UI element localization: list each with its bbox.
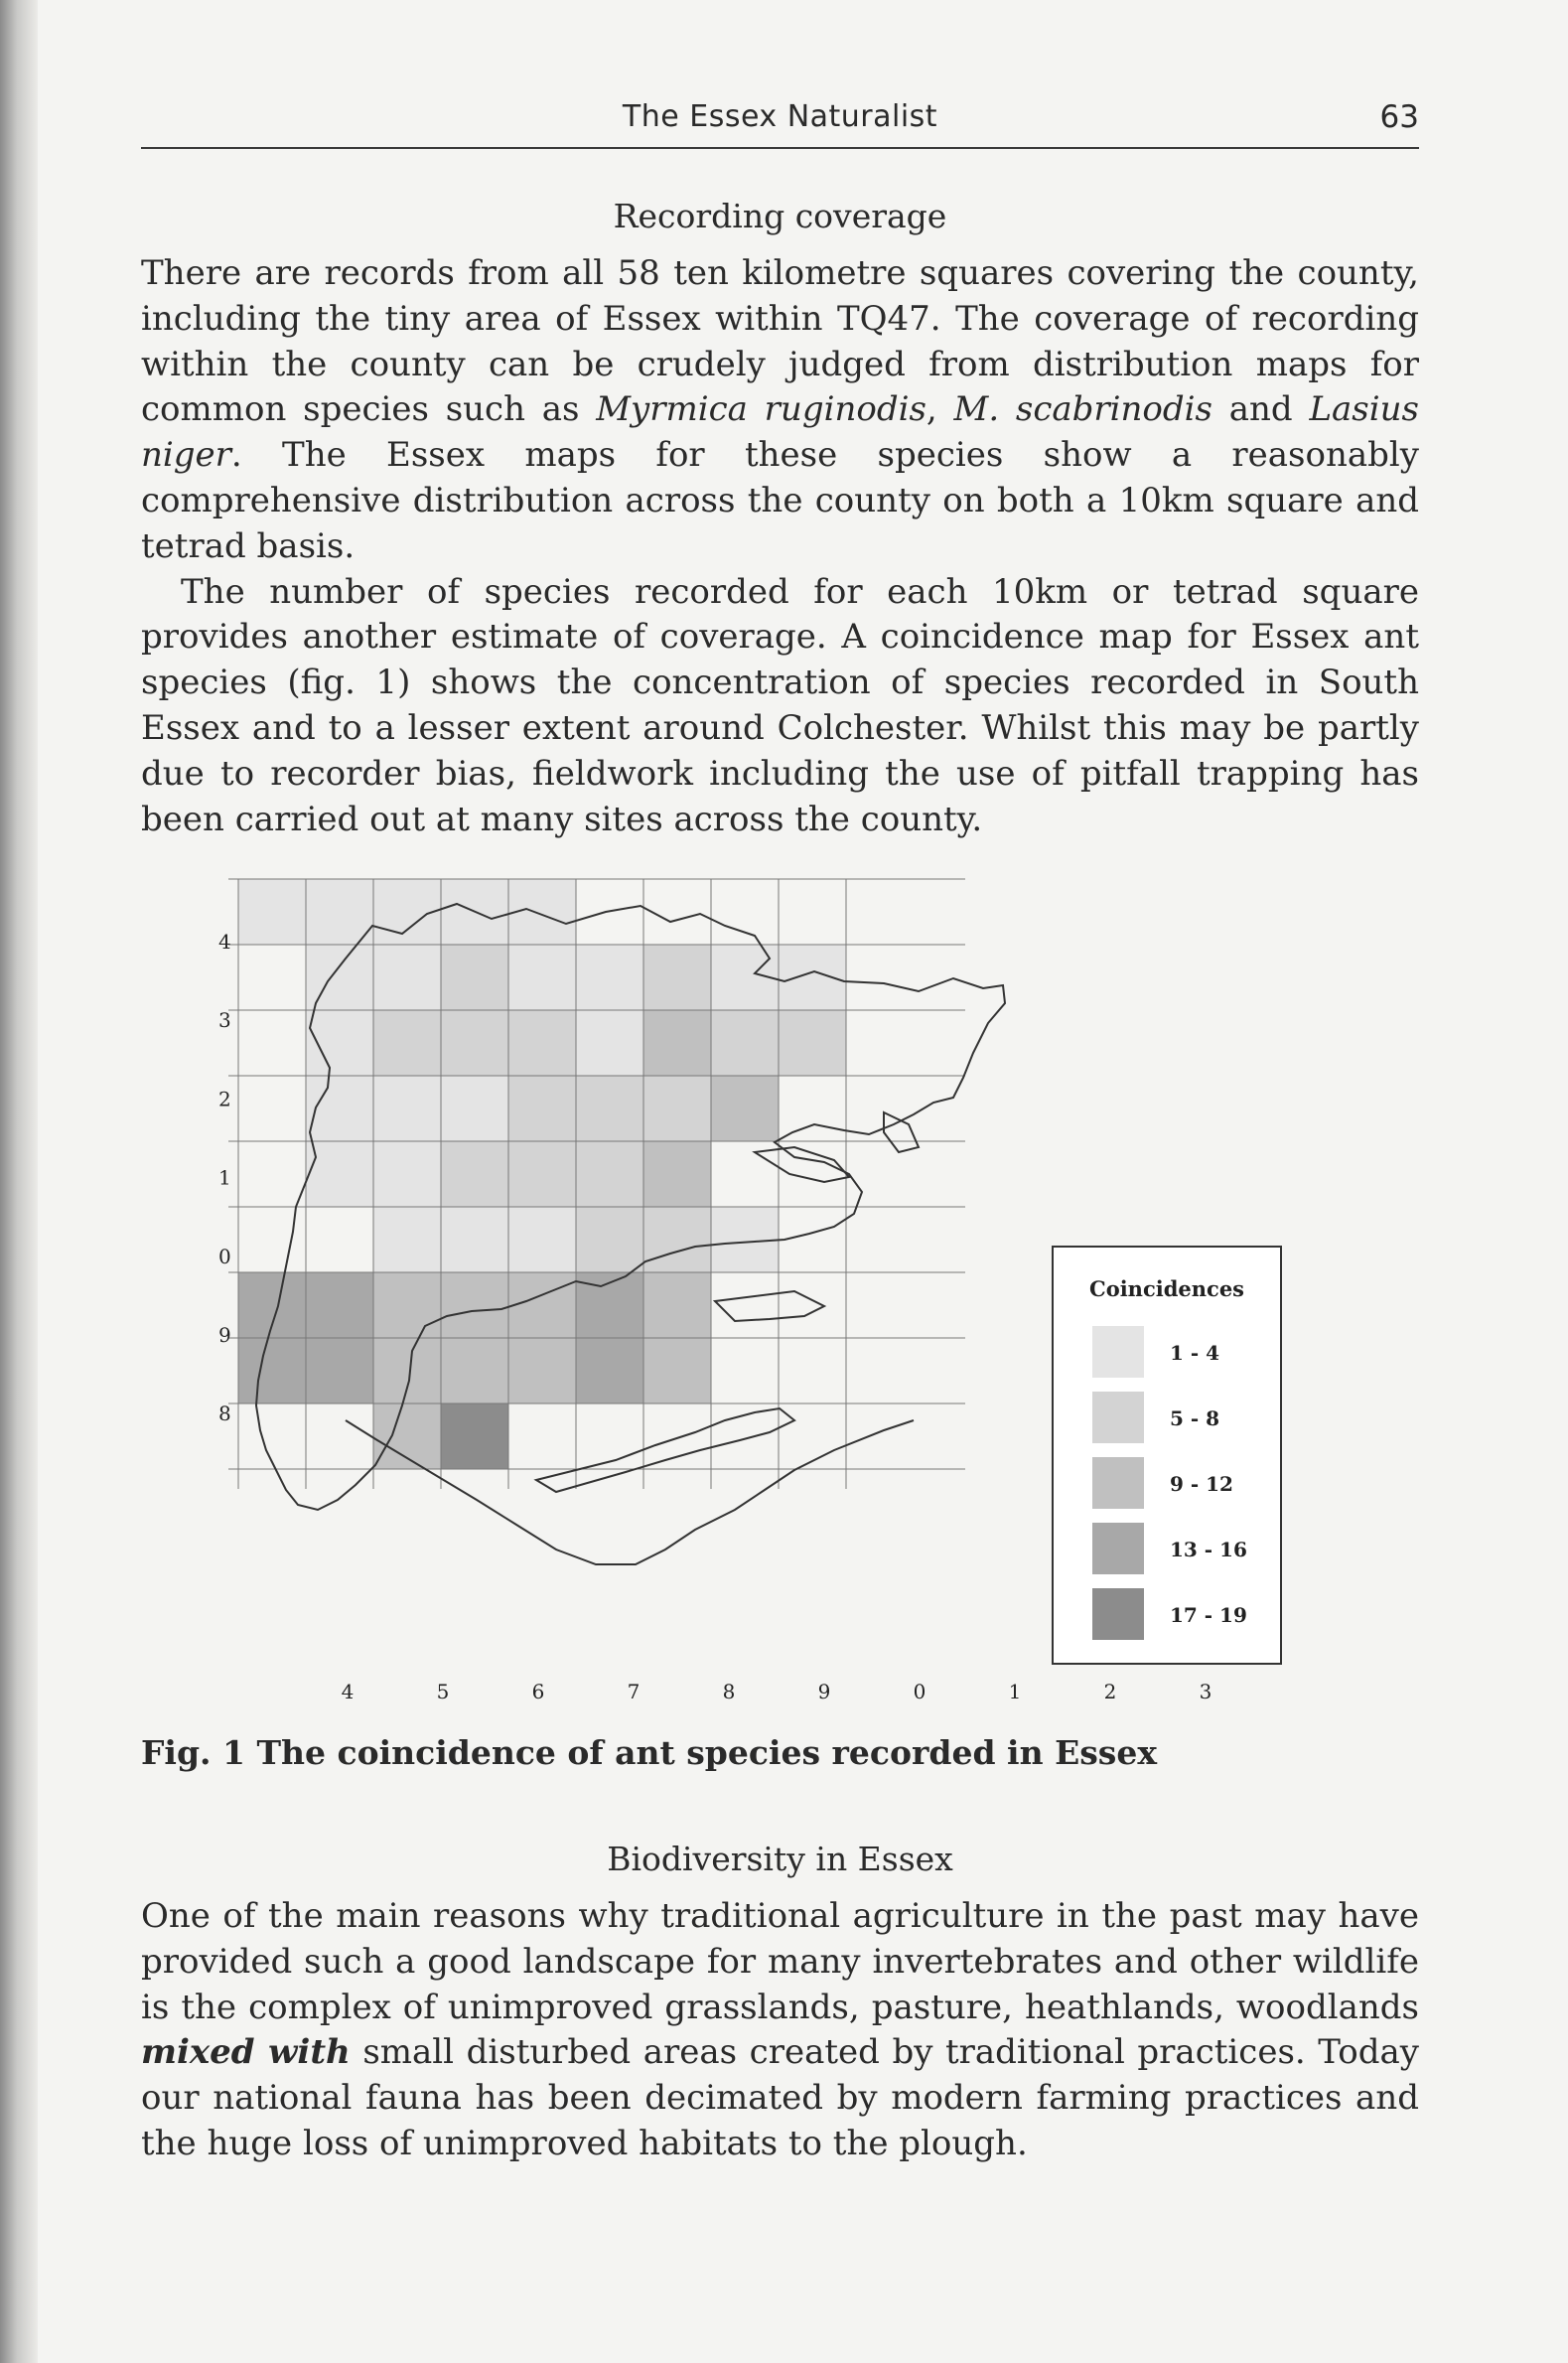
grid-cell	[711, 1076, 779, 1141]
grid-cell	[643, 1010, 711, 1076]
grid-cell	[373, 1338, 441, 1403]
grid-cell	[576, 1141, 643, 1207]
legend-label: 13 - 16	[1170, 1538, 1247, 1561]
x-axis-label: 4	[341, 1680, 355, 1703]
legend-label: 17 - 19	[1170, 1603, 1247, 1627]
grid-cell	[373, 1272, 441, 1338]
legend-label: 1 - 4	[1170, 1341, 1220, 1365]
x-axis-label: 0	[913, 1680, 927, 1703]
x-axis-label: 2	[1103, 1680, 1117, 1703]
grid-cell	[508, 1272, 576, 1338]
grid-cell	[643, 945, 711, 1010]
grid-cell	[306, 879, 373, 945]
x-axis-label: 6	[531, 1680, 545, 1703]
grid-cell	[238, 1272, 306, 1338]
legend-swatch	[1092, 1588, 1144, 1640]
paragraph-coverage-2: The number of species recorded for each 10km or tetrad square provides another estimate of coverage. A coincidence map for Essex ant species (fig. 1) shows the concentration of species recorded in South Essex and to a lesser extent around Colchester. Whilst this may be partly due to recorder bias, fieldwork including the use of pitfall trapping has been carried out at many sites across the county.	[141, 571, 1419, 839]
paragraph-coverage-1	[141, 251, 1419, 570]
grid-cell	[711, 1207, 779, 1272]
grid-cell	[373, 1076, 441, 1141]
grid-cell	[576, 1010, 643, 1076]
section-title-biodiversity: Biodiversity in Essex	[607, 1840, 953, 1878]
paragraph-biodiversity-1	[141, 1894, 1419, 2167]
grid-cells	[238, 879, 846, 1469]
journal-title: The Essex Naturalist	[622, 99, 938, 134]
grid-cell	[643, 1272, 711, 1338]
grid-cell	[508, 945, 576, 1010]
crouch-estuary	[715, 1291, 824, 1321]
y-axis-label: 2	[218, 1087, 231, 1111]
x-axis-label: 9	[817, 1680, 831, 1703]
grid-cell	[441, 1010, 508, 1076]
legend-label: 9 - 12	[1170, 1472, 1233, 1496]
legend-swatch	[1092, 1326, 1144, 1378]
section-title-recording-coverage: Recording coverage	[613, 197, 947, 235]
grid-cell	[441, 1272, 508, 1338]
y-axis-label: 4	[218, 930, 231, 954]
legend-swatch	[1092, 1392, 1144, 1443]
text-run: . The Essex maps for these species show a reasonably comprehensive distribution across the county on both a 10km square and tetrad basis.	[141, 435, 1419, 566]
grid-cell	[643, 1207, 711, 1272]
grid-cell	[441, 1141, 508, 1207]
text-run: There are records from all 58 ten kilometre squares covering the county, including the tiny area of Essex within TQ47. The coverage of recording within the county can be crudely judged from distribution maps for common species such as	[141, 253, 1419, 430]
blackwater-estuary	[755, 1147, 849, 1182]
section-body-biodiversity	[141, 1894, 1419, 2167]
text-run: and	[1212, 389, 1310, 430]
legend-swatch	[1092, 1523, 1144, 1574]
grid-cell	[508, 1207, 576, 1272]
grid-cell	[373, 1141, 441, 1207]
text-run: One of the main reasons why traditional agriculture in the past may have provided such a good landscape for many invertebrates and other wildlife is the complex of unimproved grasslands, pasture, heathlands, woodlands	[141, 1896, 1419, 2027]
legend-swatch	[1092, 1457, 1144, 1509]
grid-cell	[508, 1141, 576, 1207]
coincidence-map-figure	[199, 864, 1351, 1718]
page-binding-shadow	[0, 0, 38, 2363]
grid-cell	[441, 1076, 508, 1141]
grid-cell	[779, 1010, 846, 1076]
legend-title: Coincidences	[1088, 1276, 1245, 1301]
text-run: small disturbed areas created by traditional practices. Today our national fauna has been decimated by modern farming practices and the huge loss of unimproved habitats to the plough.	[141, 2032, 1420, 2163]
x-axis-label: 1	[1008, 1680, 1022, 1703]
y-axis-label: 0	[218, 1244, 231, 1268]
grid-cell	[238, 879, 306, 945]
legend-label: 5 - 8	[1170, 1406, 1220, 1430]
x-axis-label: 8	[722, 1680, 736, 1703]
colne-estuary	[884, 1112, 919, 1152]
grid-cell	[441, 1403, 508, 1469]
grid-cell	[508, 1076, 576, 1141]
y-axis-label: 1	[218, 1165, 231, 1190]
page-number: 63	[1379, 99, 1419, 135]
legend	[1053, 1247, 1281, 1664]
y-axis-label: 3	[218, 1008, 231, 1033]
grid-cell	[576, 945, 643, 1010]
grid-cell	[576, 1338, 643, 1403]
grid-cell	[576, 1207, 643, 1272]
x-axis-labels	[342, 1680, 1212, 1703]
grid-cell	[441, 1338, 508, 1403]
grid-cell	[306, 1010, 373, 1076]
grid-cell	[373, 1010, 441, 1076]
x-axis-label: 7	[627, 1680, 641, 1703]
grid-cell	[508, 1338, 576, 1403]
emphasis-text: mixed with	[141, 2032, 351, 2073]
grid-cell	[576, 1076, 643, 1141]
y-axis-labels	[218, 930, 231, 1425]
legend-box	[1053, 1247, 1281, 1664]
grid-cell	[373, 945, 441, 1010]
text-run: ,	[926, 389, 954, 430]
grid-cell	[306, 1272, 373, 1338]
grid-cell	[643, 1141, 711, 1207]
grid-cell	[441, 945, 508, 1010]
grid-cell	[441, 1207, 508, 1272]
grid-cell	[643, 1076, 711, 1141]
y-axis-label: 9	[218, 1323, 231, 1347]
figure-caption: Fig. 1 The coincidence of ant species recorded in Essex	[141, 1733, 1158, 1772]
grid-cell	[779, 945, 846, 1010]
grid-cell	[373, 1207, 441, 1272]
x-axis-label: 5	[436, 1680, 450, 1703]
grid-cell	[306, 945, 373, 1010]
grid-cell	[306, 1338, 373, 1403]
thames-estuary	[536, 1408, 794, 1492]
species-name: M. scabrinodis	[953, 389, 1212, 430]
grid-cell	[238, 1338, 306, 1403]
y-axis-label: 8	[218, 1402, 231, 1426]
grid-cell	[508, 1010, 576, 1076]
grid-cell	[711, 1010, 779, 1076]
species-name: Lasius niger	[141, 389, 1419, 476]
species-name: Myrmica ruginodis	[596, 389, 927, 430]
grid-cell	[306, 1141, 373, 1207]
section-body-recording-coverage	[141, 251, 1419, 842]
running-header	[141, 99, 1419, 149]
x-axis-label: 3	[1199, 1680, 1212, 1703]
coincidence-map	[199, 864, 1351, 1718]
grid-cell	[643, 1338, 711, 1403]
